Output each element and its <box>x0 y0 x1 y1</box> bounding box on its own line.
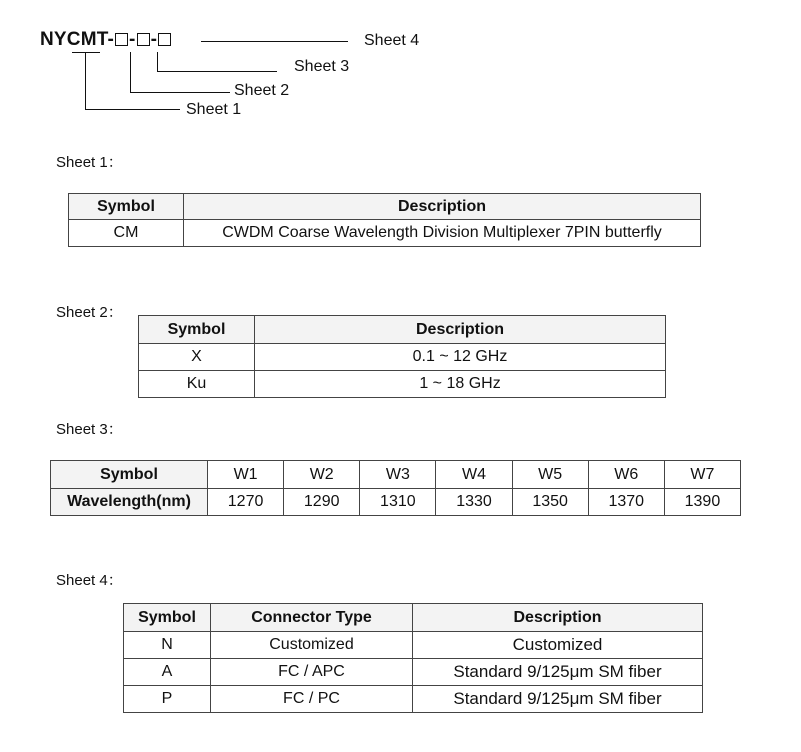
leader-line-sheet3-v <box>157 52 158 72</box>
label-sheet2: Sheet 2 <box>234 82 290 99</box>
header-w5: W5 <box>512 461 588 489</box>
table-row: CM CWDM Coarse Wavelength Division Multiplexer 7PIN butterfly <box>69 220 701 247</box>
leader-line-sheet1-top <box>72 52 100 53</box>
leader-line-sheet2-v <box>130 52 131 93</box>
header-w2: W2 <box>284 461 360 489</box>
sheet2-title: Sheet 2： <box>56 304 123 321</box>
sheet2-table <box>138 315 666 398</box>
sheet3-title: Sheet 3： <box>56 421 123 438</box>
leader-line-sheet3-h <box>157 71 277 72</box>
header-symbol: Symbol <box>51 461 208 489</box>
row-label-wavelength: Wavelength(nm) <box>51 489 208 516</box>
table-row: Wavelength(nm) 1270 1290 1310 1330 1350 1370 1390 <box>51 489 741 516</box>
sheet3-table <box>50 460 741 516</box>
sheet1-table <box>68 193 701 247</box>
header-symbol: Symbol <box>139 316 255 344</box>
header-description: Description <box>184 194 701 220</box>
sheet4-table <box>123 603 703 713</box>
header-w6: W6 <box>588 461 664 489</box>
table-row: P FC / PC Standard 9/125μm SM fiber <box>124 686 703 713</box>
part-number-prefix: NYCMT <box>40 29 108 50</box>
header-w7: W7 <box>664 461 740 489</box>
placeholder-box-3 <box>158 33 171 46</box>
header-description: Description <box>255 316 666 344</box>
part-number-code: NYCMT- - - <box>40 29 172 51</box>
header-symbol: Symbol <box>124 604 211 632</box>
header-w1: W1 <box>208 461 284 489</box>
label-sheet3: Sheet 3 <box>294 58 350 75</box>
placeholder-box-2 <box>137 33 150 46</box>
leader-line-sheet2-h <box>130 92 230 93</box>
placeholder-box-1 <box>115 33 128 46</box>
table-row: X 0.1 ~ 12 GHz <box>139 344 666 371</box>
header-w3: W3 <box>360 461 436 489</box>
label-sheet1: Sheet 1 <box>186 101 242 118</box>
leader-line-sheet4 <box>201 41 348 42</box>
leader-line-sheet1-v <box>85 52 86 110</box>
label-sheet4: Sheet 4 <box>364 32 420 49</box>
table-row: A FC / APC Standard 9/125μm SM fiber <box>124 659 703 686</box>
header-description: Description <box>413 604 703 632</box>
header-connector-type: Connector Type <box>211 604 413 632</box>
header-symbol: Symbol <box>69 194 184 220</box>
table-row: N Customized Customized <box>124 632 703 659</box>
table-row: Ku 1 ~ 18 GHz <box>139 371 666 398</box>
leader-line-sheet1-h <box>85 109 180 110</box>
sheet4-title: Sheet 4： <box>56 572 123 589</box>
header-w4: W4 <box>436 461 512 489</box>
sheet1-title: Sheet 1： <box>56 154 123 171</box>
